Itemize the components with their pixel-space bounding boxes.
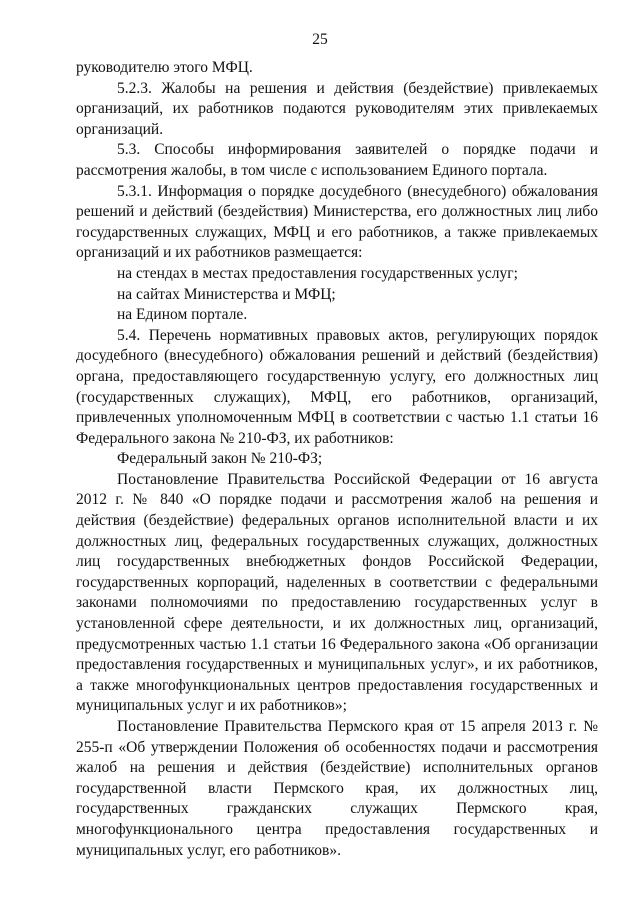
list-item-stands: на стендах в местах предоставления государственных услуг; [117,264,518,282]
paragraph-5-4: 5.4. Перечень нормативных правовых актов, регулирующих порядок досудебного (внесудебного) обжалования решений и действий (бездействия) органа, предоставляющего государственную услугу, его должностных лиц (государственных служащих), МФЦ, его работников, организаций, привлеченных уполномоченным МФЦ в соответствии с частью 1.1 статьи 16 Федерального закона № 210-ФЗ, их работников: [76,326,598,447]
paragraph-5-3-1: 5.3.1. Информация о порядке досудебного (внесудебного) обжалования решений и действий (бездействия) Министерства, его должностных лиц либо государственных служащих, МФЦ и его работников, а также привлекаемых организаций и их работников размещается: [76,182,598,262]
list-item-rf-resolution: Постановление Правительства Российской Федерации от 16 августа 2012 г. № 840 «О порядке подачи и рассмотрения жалоб на решения и действия (бездействие) федеральных органов исполнительной власти и их должностных лиц, федеральных государственных служащих, должностных лиц государственных внебюджетных фондов Российской Федерации, государственных корпораций, наделенных в соответствии с федеральными законами полномочиями по предоставлению государственных услуг в установленной сфере деятельности, и их должностных лиц, организаций, предусмотренных частью 1.1 статьи 16 Федерального закона «Об организации предоставления государственных и муниципальных услуг», и их работников, а также многофункциональных центров предоставления государственных и муниципальных услуг и их работников»; [76,470,598,715]
paragraph-mfc-head: руководителю этого МФЦ. [76,59,253,76]
document-body [76,58,598,861]
list-item-federal-law: Федеральный закон № 210-ФЗ; [117,450,323,468]
list-item-portal: на Едином портале. [117,306,248,324]
page-number: 25 [312,31,328,48]
list-item-websites: на сайтах Министерства и МФЦ; [117,285,336,303]
paragraph-5-2-3: 5.2.3. Жалобы на решения и действия (бездействие) привлекаемых организаций, их работников подаются руководителям этих привлекаемых организаций. [76,79,598,138]
list-item-perm-resolution: Постановление Правительства Пермского края от 15 апреля 2013 г. № 255-п «Об утверждении Положения об особенностях подачи и рассмотрения жалоб на решения и действия (бездействие) исполнительных органов государственной власти Пермского края, их должностных лиц, государственных гражданских служащих Пермского края, многофункционального центра предоставления государственных и муниципальных услуг, его работников». [76,718,598,859]
paragraph-5-3: 5.3. Способы информирования заявителей о порядке подачи и рассмотрения жалобы, в том числе с использованием Единого портала. [76,141,598,179]
